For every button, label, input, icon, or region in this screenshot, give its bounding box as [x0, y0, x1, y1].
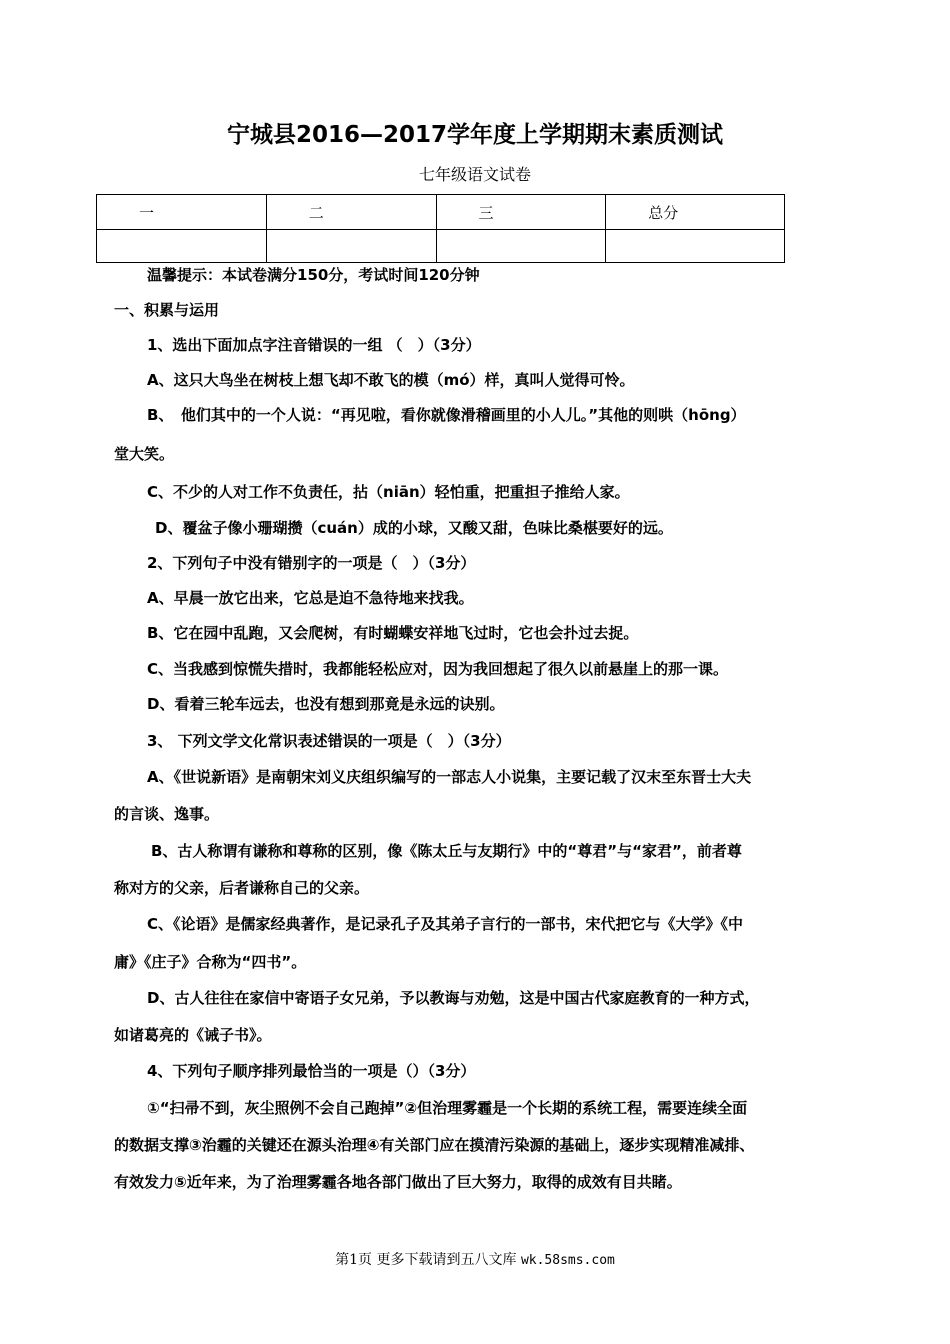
- question-3-option-d-cont: 如诸葛亮的《诫子书》。: [114, 1026, 272, 1044]
- page-subtitle: 七年级语文试卷: [418, 165, 531, 184]
- question-3-option-c: C、《论语》是儒家经典著作，是记录孔子及其弟子言行的一部书，宋代把它与《大学》《中: [147, 915, 744, 933]
- score-value-cell[interactable]: [436, 230, 606, 263]
- question-4-stem: 4、下列句子顺序排列最恰当的一项是（）（3分）: [147, 1062, 476, 1080]
- score-table-value-row: [97, 230, 785, 263]
- question-2-option-b: B、它在园中乱跑，又会爬树，有时蝴蝶安祥地飞过时，它也会扑过去捉。: [147, 624, 639, 642]
- question-3-stem: 3、 下列文学文化常识表述错误的一项是（ ）（3分）: [147, 732, 511, 750]
- question-2-stem: 2、下列句子中没有错别字的一项是（ ）（3分）: [147, 554, 476, 572]
- question-2-option-a: A、早晨一放它出来，它总是迫不急待地来找我。: [147, 589, 474, 607]
- score-header-cell: 二: [266, 195, 436, 230]
- footer-link[interactable]: wk.58sms.com: [520, 1253, 615, 1268]
- footer-text: 第1页 更多下载请到五八文库: [335, 1252, 517, 1268]
- question-3-option-d: D、古人往往在家信中寄语子女兄弟，予以教诲与劝勉，这是中国古代家庭教育的一种方式，: [147, 989, 760, 1007]
- question-1-stem: 1、选出下面加点字注音错误的一组 （ ）（3分）: [147, 336, 481, 354]
- score-header-cell: 一: [97, 195, 267, 230]
- question-2-option-c: C、当我感到惊慌失措时，我都能轻松应对，因为我回想起了很久以前悬崖上的那一课。: [147, 660, 729, 678]
- score-value-cell[interactable]: [606, 230, 785, 263]
- question-2-option-d: D、看着三轮车远去，也没有想到那竟是永远的诀别。: [147, 695, 505, 713]
- question-3-option-b: B、古人称谓有谦称和尊称的区别，像《陈太丘与友期行》中的“尊君”与“家君”，前者尊: [151, 842, 742, 860]
- question-4-passage-line-3: 有效发力⑤近年来，为了治理雾霾各地各部门做出了巨大努力，取得的成效有目共睹。: [114, 1173, 682, 1191]
- question-3-option-b-cont: 称对方的父亲，后者谦称自己的父亲。: [114, 879, 370, 897]
- question-1-option-b: B、 他们其中的一个人说：“再见啦，看你就像滑稽画里的小人儿。”其他的则哄（hōng）: [147, 406, 746, 424]
- question-3-option-a-cont: 的言谈、逸事。: [114, 805, 220, 823]
- exam-notice: 温馨提示：本试卷满分150分，考试时间120分钟: [147, 266, 480, 284]
- question-4-passage-line-2: 的数据支撑③治霾的关键还在源头治理④有关部门应在摸清污染源的基础上，逐步实现精准减排、: [114, 1136, 755, 1154]
- section-heading: 一、积累与运用: [114, 301, 220, 319]
- question-1-option-b-cont: 堂大笑。: [114, 445, 175, 463]
- page-footer: [0, 1249, 950, 1269]
- question-3-option-c-cont: 庸》《庄子》合称为“四书”。: [114, 953, 307, 971]
- question-1-option-a: A、这只大鸟坐在树枝上想飞却不敢飞的模（mó）样，真叫人觉得可怜。: [147, 371, 635, 389]
- score-header-cell: 三: [436, 195, 606, 230]
- question-3-option-a: A、《世说新语》是南朝宋刘义庆组织编写的一部志人小说集，主要记载了汉末至东晋士大夫: [147, 768, 752, 786]
- question-4-passage-line-1: ①“扫帚不到，灰尘照例不会自己跑掉”②但治理雾霾是一个长期的系统工程，需要连续全面: [147, 1099, 748, 1117]
- question-1-option-c: C、不少的人对工作不负责任，拈（niān）轻怕重，把重担子推给人家。: [147, 483, 630, 501]
- page-title: 宁城县2016—2017学年度上学期期末素质测试: [226, 122, 724, 148]
- question-1-option-d: D、覆盆子像小珊瑚攒（cuán）成的小球，又酸又甜，色味比桑椹要好的远。: [155, 519, 673, 537]
- score-table-header-row: [97, 195, 785, 230]
- score-value-cell[interactable]: [266, 230, 436, 263]
- score-table: [96, 194, 785, 263]
- score-header-cell: 总分: [606, 195, 785, 230]
- score-value-cell[interactable]: [97, 230, 267, 263]
